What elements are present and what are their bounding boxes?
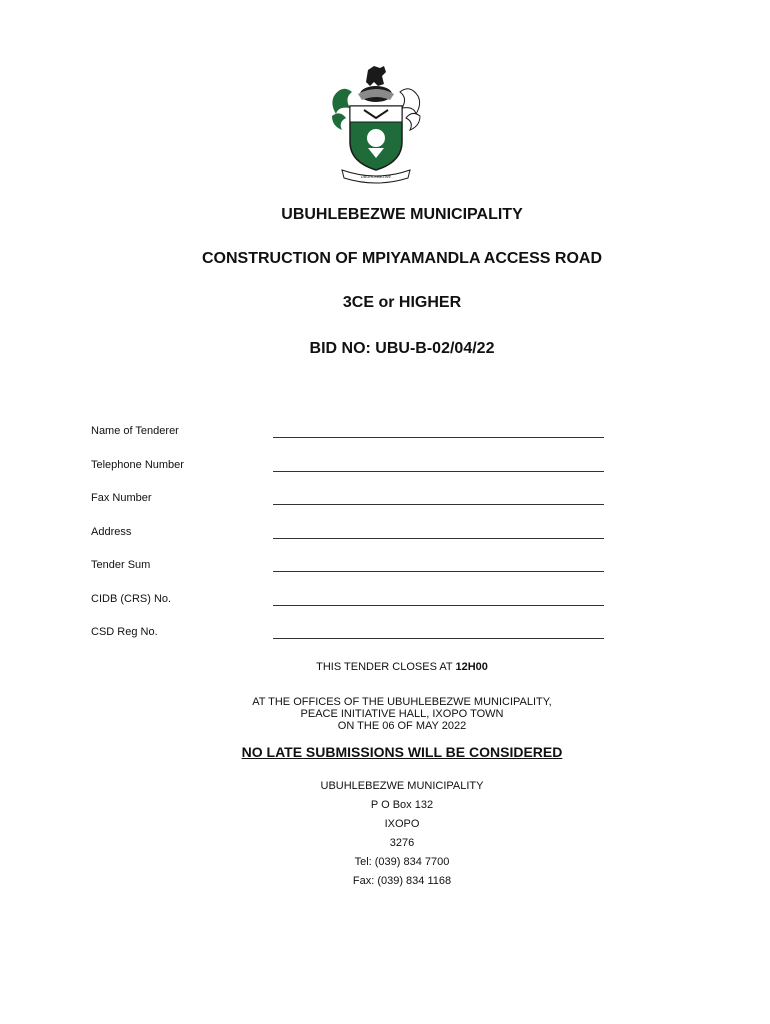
address-fax: Fax: (039) 834 1168 xyxy=(352,875,452,887)
address-name: UBUHLEBEZWE MUNICIPALITY xyxy=(320,780,484,792)
blank-line xyxy=(273,538,604,539)
bid-number: BID NO: UBU-B-02/04/22 xyxy=(309,340,495,357)
blank-line xyxy=(273,571,604,572)
svg-text:UBUHLEBEZWE: UBUHLEBEZWE xyxy=(360,174,392,179)
address-telephone: Tel: (039) 834 7700 xyxy=(354,856,450,868)
coat-of-arms-logo xyxy=(328,64,424,186)
field-label: Name of Tenderer xyxy=(91,425,179,437)
field-cidb-crs-no xyxy=(91,593,611,627)
closing-time-text xyxy=(17,661,770,673)
field-address xyxy=(91,526,611,560)
venue-line-1: AT THE OFFICES OF THE UBUHLEBEZWE MUNICIPALITY, xyxy=(252,696,552,708)
late-submission-notice: NO LATE SUBMISSIONS WILL BE CONSIDERED xyxy=(241,744,563,760)
blank-line xyxy=(273,437,604,438)
field-csd-reg-no xyxy=(91,626,611,660)
field-label: Tender Sum xyxy=(91,559,151,571)
field-tender-sum xyxy=(91,559,611,593)
closing-time: 12H00 xyxy=(455,661,488,673)
blank-line xyxy=(273,471,604,472)
field-label: Fax Number xyxy=(91,492,152,504)
tender-details-form xyxy=(91,425,611,660)
field-label: CSD Reg No. xyxy=(91,626,158,638)
contact-address xyxy=(17,780,770,894)
cidb-grade: 3CE or HIGHER xyxy=(342,294,462,311)
address-postal-code: 3276 xyxy=(389,837,415,849)
field-fax-number xyxy=(91,492,611,526)
address-po-box: P O Box 132 xyxy=(370,799,434,811)
field-telephone-number xyxy=(91,459,611,493)
field-label: Address xyxy=(91,525,132,538)
municipality-heading: UBUHLEBEZWE MUNICIPALITY xyxy=(281,206,523,223)
field-label: Telephone Number xyxy=(91,458,184,471)
closing-text: THIS TENDER CLOSES AT xyxy=(316,661,456,673)
venue-line-2: PEACE INITIATIVE HALL, IXOPO TOWN xyxy=(300,708,504,720)
field-label: CIDB (CRS) No. xyxy=(91,592,172,605)
venue-line-3: ON THE 06 OF MAY 2022 xyxy=(337,720,467,732)
venue-block xyxy=(17,696,770,732)
blank-line xyxy=(273,504,604,505)
address-town: IXOPO xyxy=(384,818,420,830)
blank-line xyxy=(273,605,604,606)
field-name-of-tenderer xyxy=(91,425,611,459)
blank-line xyxy=(273,638,604,639)
project-title: CONSTRUCTION OF MPIYAMANDLA ACCESS ROAD xyxy=(201,250,602,267)
